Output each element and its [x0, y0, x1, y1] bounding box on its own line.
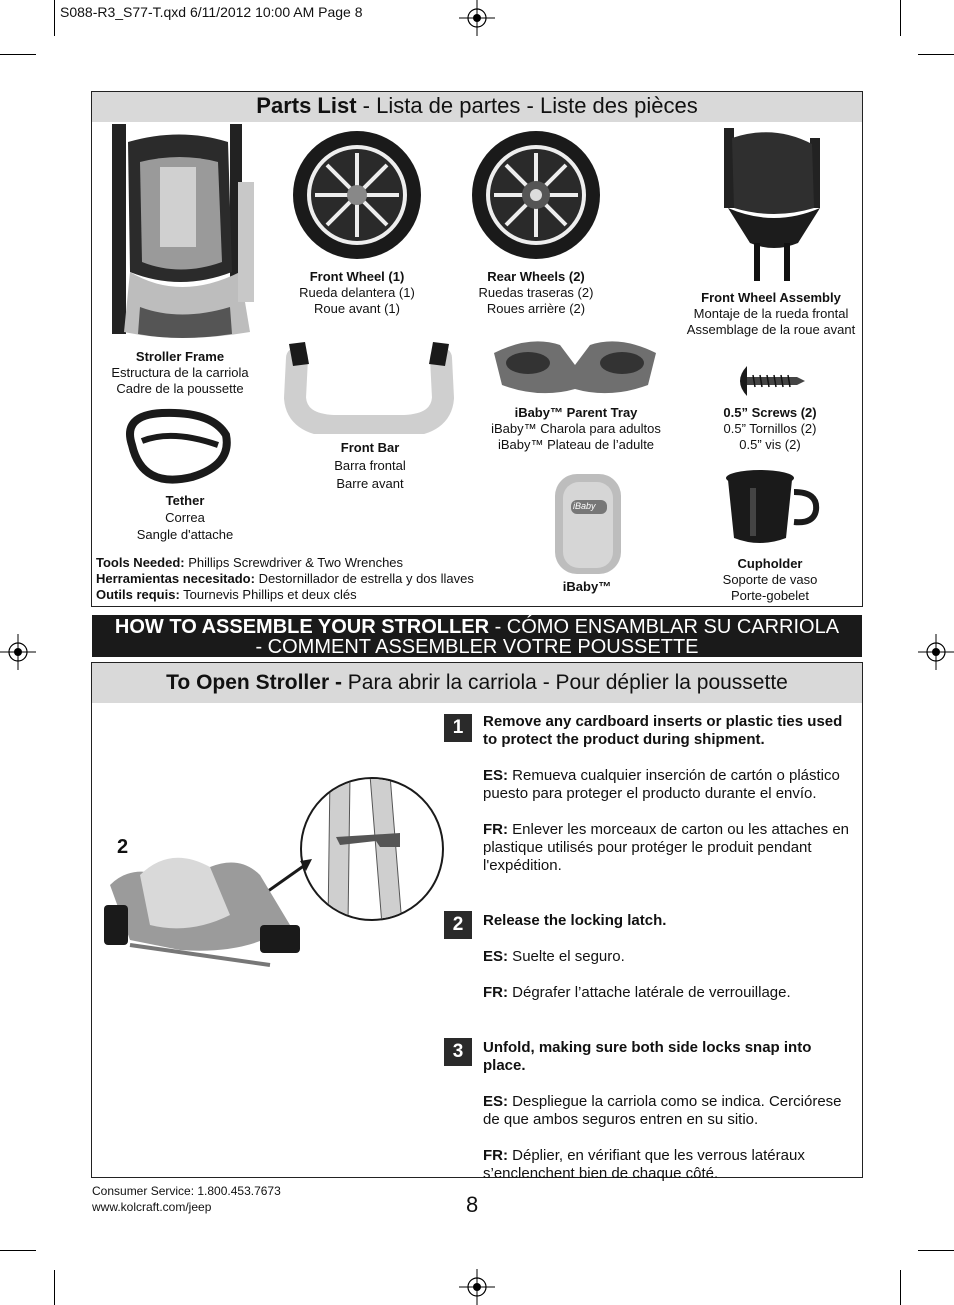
front-wheel-image [290, 128, 424, 262]
step-2-text: Release the locking latch. ES: Suelte el seguro. FR: Dégrafer l’attache latérale de verrouillage. [483, 912, 791, 1001]
part-caption-parent-tray: iBaby™ Parent Tray iBaby™ Charola para adultos iBaby™ Plateau de l’adulte [491, 405, 661, 452]
step-number-3: 3 [444, 1038, 472, 1066]
parts-list-title-bold: Parts List [256, 93, 357, 118]
trim-mark [918, 54, 954, 55]
part-caption-tether: Tether Correa Sangle d'attache [136, 493, 234, 542]
tools-line-es: Herramientas necesitado: Destornillador de estrella y dos llaves [96, 571, 474, 586]
tools-needed [96, 555, 474, 603]
part-caption-screws: 0.5” Screws (2) 0.5” Tornillos (2) 0.5” vis (2) [723, 405, 817, 452]
tools-line-fr: Outils requis: Tournevis Phillips et deux clés [96, 587, 357, 602]
consumer-service-phone: Consumer Service: 1.800.453.7673 [92, 1184, 281, 1198]
page-number: 8 [466, 1192, 479, 1217]
figure-label-2: 2 [117, 836, 129, 858]
registration-mark-icon [459, 0, 495, 36]
trim-mark [918, 1250, 954, 1251]
how-to-line-2: - COMMENT ASSEMBLER VOTRE POUSSETTE [255, 636, 699, 658]
trim-mark [54, 1270, 55, 1305]
registration-mark-icon [0, 634, 36, 670]
registration-mark-icon [918, 634, 954, 670]
part-caption-front-wheel-assembly: Front Wheel Assembly Montaje de la rueda frontal Assemblage de la roue avant [686, 290, 856, 337]
trim-mark [0, 1250, 36, 1251]
part-caption-ibaby: iBaby™ [562, 579, 612, 594]
footer-contact [92, 1183, 281, 1215]
front-bar-image [283, 338, 455, 434]
front-wheel-assembly-image [718, 128, 830, 288]
parts-list-title-rest: - Lista de partes - Liste des pièces [356, 93, 698, 118]
folded-stroller-illustration [100, 775, 445, 975]
parent-tray-image [490, 335, 660, 399]
part-caption-front-wheel: Front Wheel (1) Rueda delantera (1) Roue avant (1) [299, 269, 415, 316]
trim-mark [900, 0, 901, 36]
tether-image [122, 405, 232, 487]
part-caption-stroller-frame: Stroller Frame Estructura de la carriola Cadre de la poussette [111, 349, 249, 396]
part-caption-rear-wheels: Rear Wheels (2) Ruedas traseras (2) Roues arrière (2) [478, 269, 594, 316]
how-to-assemble-banner [92, 615, 862, 657]
how-to-line-1: HOW TO ASSEMBLE YOUR STROLLER - CÓMO ENSAMBLAR SU CARRIOLA [114, 616, 840, 638]
registration-mark-icon [459, 1269, 495, 1305]
part-caption-front-bar: Front Bar Barra frontal Barre avant [334, 440, 406, 491]
trim-mark [0, 54, 36, 55]
trim-mark [54, 0, 55, 36]
ibaby-logo-text: iBaby [573, 501, 596, 511]
screw-image [733, 364, 807, 398]
step-1-text: Remove any cardboard inserts or plastic ties used to protect the product during shipment. ES: Remueva cualquier inserción de cartón o plástico puesto para proteger el producto durante el envío. FR: Enlever les morceaux de carton ou les attaches en plastique utilisés pour protéger le produit pendant l'expédition. [483, 713, 850, 874]
file-slug: S088-R3_S77-T.qxd 6/11/2012 10:00 AM Page 8 [60, 4, 363, 20]
ibaby-device-image [553, 470, 623, 578]
cupholder-image [722, 468, 820, 548]
stroller-frame-image [100, 122, 260, 344]
step-number-2: 2 [444, 911, 472, 939]
step-number-1: 1 [444, 714, 472, 742]
open-stroller-title: To Open Stroller - Para abrir la carriola - Pour déplier la poussette [166, 671, 788, 694]
step-3-text: Unfold, making sure both side locks snap into place. ES: Despliegue la carriola como se indica. Cerciórese de que ambos seguros entren en su sitio. FR: Déplier, en vérifiant que les verrous latéraux s’enclenchent bien de chaque côté. [483, 1039, 842, 1182]
part-caption-cupholder: Cupholder Soporte de vaso Porte-gobelet [722, 556, 818, 603]
parts-list-title [92, 92, 862, 120]
trim-mark [900, 1270, 901, 1305]
website-link[interactable]: www.kolcraft.com/jeep [92, 1200, 212, 1214]
tools-line-en: Tools Needed: Phillips Screwdriver & Two Wrenches [96, 555, 404, 570]
rear-wheel-image [469, 128, 603, 262]
